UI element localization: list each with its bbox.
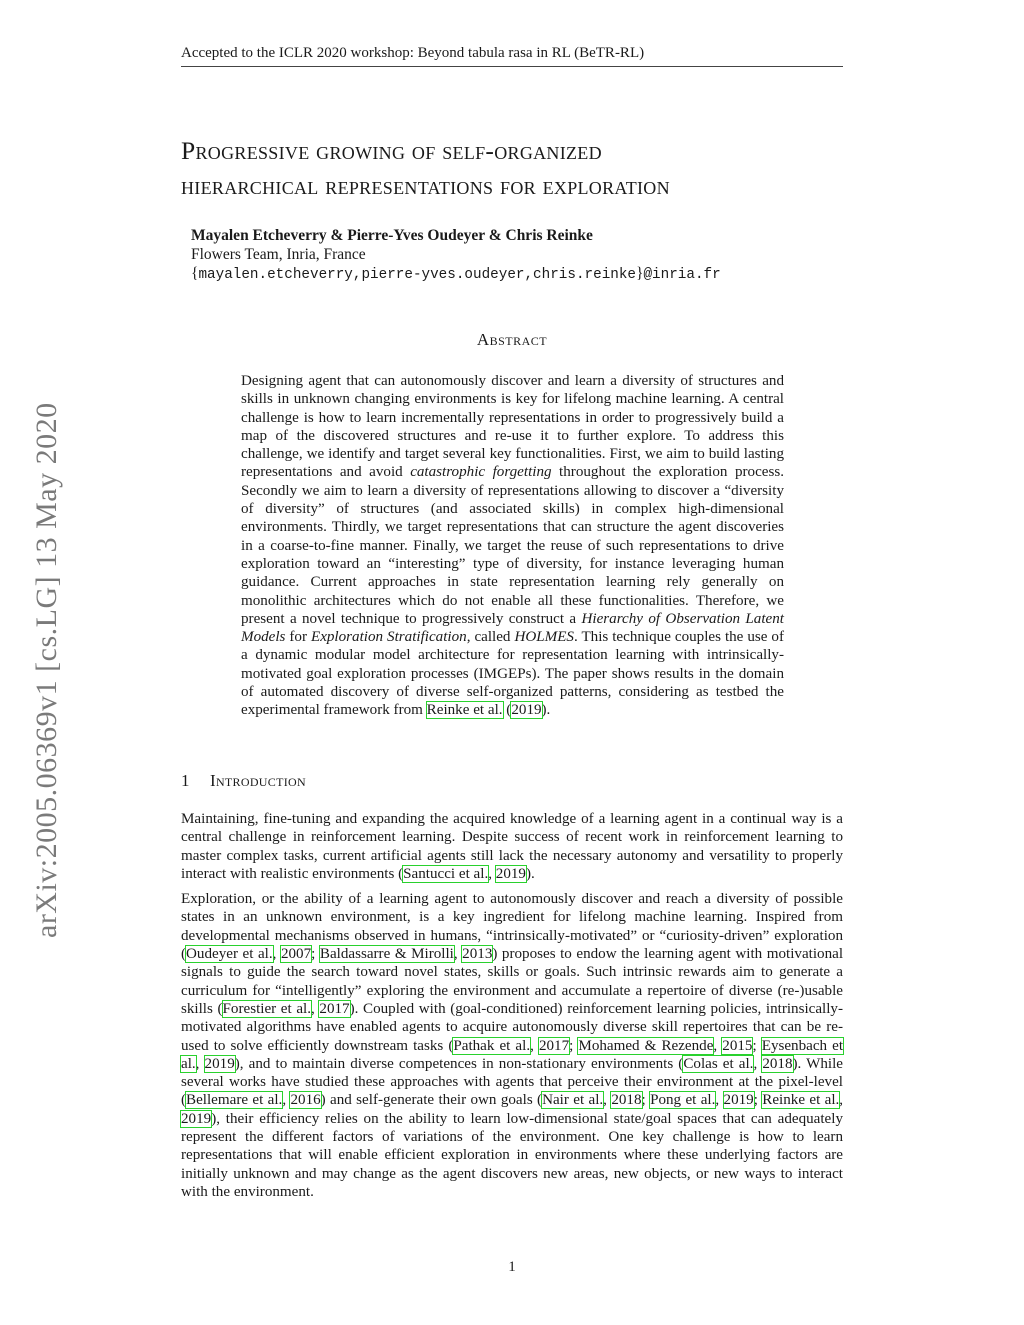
citation-link[interactable]: 2019 — [723, 1092, 754, 1109]
author-names: Mayalen Etcheverry & Pierre-Yves Oudeyer & Chris Reinke — [191, 227, 593, 244]
introduction-body — [181, 810, 843, 1208]
author-affiliation: Flowers Team, Inria, France — [191, 246, 366, 263]
citation-link[interactable]: 2018 — [762, 1055, 793, 1072]
citation-link[interactable]: Eysenbach et al. — [181, 1037, 844, 1072]
arxiv-identifier-stamp: arXiv:2005.06369v1 [cs.LG] 13 May 2020 — [30, 402, 63, 938]
abstract-heading: Abstract — [476, 330, 548, 349]
email-usernames: mayalen.etcheverry,pierre-yves.oudeyer,chris.reinke — [198, 267, 637, 283]
citation-link[interactable]: Pathak et al. — [453, 1037, 531, 1054]
citation-link[interactable]: 2007 — [280, 946, 312, 963]
citation-link[interactable]: 2015 — [722, 1037, 753, 1054]
citation-link[interactable]: 2019 — [495, 865, 526, 882]
citation-link[interactable]: 2018 — [611, 1092, 642, 1109]
email-domain: @inria.fr — [643, 267, 721, 283]
citation-link[interactable]: Pong et al. — [650, 1092, 716, 1109]
citation-link[interactable]: 2019 — [511, 702, 542, 719]
section-title: Introduction — [210, 771, 306, 790]
title-line-1: Progressive growing of self-organized — [181, 136, 602, 165]
paper-title — [181, 133, 881, 203]
citation-link[interactable]: Reinke et al. — [426, 702, 503, 719]
section-heading-introduction — [181, 771, 306, 791]
citation-link[interactable]: 2013 — [462, 946, 493, 963]
citation-link[interactable]: 2017 — [538, 1037, 570, 1054]
citation-link[interactable]: 2017 — [319, 1000, 350, 1017]
citation-link[interactable]: Mohamed & Rezende — [578, 1037, 714, 1054]
citation-link[interactable]: Reinke et al. — [762, 1092, 840, 1109]
author-block — [191, 226, 891, 285]
citation-link[interactable]: 2019 — [204, 1055, 235, 1072]
paragraph: Exploration, or the ability of a learning agent to autonomously discover and reach a diversity of possible states in an unknown environment, is a key ingredient for lifelong machine learning. Inspired from developmental mechanisms observed in humans, “intrinsically-motivated” or “curiosity-driven” exploration (Oudeyer et al., 2007; Baldassarre & Mirolli, 2013) proposes to endow the learning agent with motivational signals to guide the search toward novel states, skills or goals. Such intrinsic rewards aim to generate a curriculum for “intelligently” exploring the environment and accumulate a repertoire of diverse (re-)usable skills (Forestier et al., 2017). Coupled with (goal-conditioned) reinforcement learning policies, intrinsically-motivated algorithms have enabled agents to acquire autonomously diverse skill repertoires that can be re-used to solve efficiently downstream tasks (Pathak et al., 2017; Mohamed & Rezende, 2015; Eysenbach et al., 2019), and to maintain diverse competences in non-stationary environments (Colas et al., 2018). While several works have studied these approaches with agents that perceive their environment at the pixel-level (Bellemare et al., 2016) and self-generate their own goals (Nair et al., 2018; Pong et al., 2019; Reinke et al., 2019), their efficiency relies on the ability to learn low-dimensional state/goal spaces that can adequately represent the different factors of variations of the environment. One key challenge is how to learn representations that will enable efficient exploration in environments where these underlying factors are initially unknown and may change as the agent discovers new areas, new objects, or new ways to interact with the environment. — [181, 891, 844, 1200]
page-number: 1 — [508, 1259, 516, 1275]
paragraph: Maintaining, fine-tuning and expanding the acquired knowledge of a learning agent in a continual way is a central challenge in reinforcement learning. Despite success of recent work in reinforcement learning to master complex tasks, current artificial agents still lack the necessary autonomy and versatility to properly interact with realistic environments (Santucci et al., 2019). — [181, 811, 843, 882]
author-emails — [191, 264, 891, 285]
citation-link[interactable]: Bellemare et al. — [186, 1092, 283, 1109]
citation-link[interactable]: Colas et al. — [683, 1055, 754, 1072]
citation-link[interactable]: Nair et al. — [542, 1092, 604, 1109]
title-line-2: hierarchical representations for exploration — [181, 171, 670, 200]
citation-link[interactable]: 2019 — [181, 1110, 212, 1127]
section-number: 1 — [181, 771, 190, 790]
email-brace-close: } — [636, 265, 644, 282]
citation-link[interactable]: Baldassarre & Mirolli — [319, 946, 454, 963]
running-head: Accepted to the ICLR 2020 workshop: Beyond tabula rasa in RL (BeTR-RL) — [181, 44, 843, 67]
citation-link[interactable]: Forestier et al. — [222, 1000, 311, 1017]
citation-link[interactable]: 2016 — [290, 1092, 321, 1109]
citation-link[interactable]: Oudeyer et al. — [186, 946, 273, 963]
citation-link[interactable]: Santucci et al. — [403, 865, 489, 882]
email-brace-open: { — [191, 265, 199, 282]
abstract-body: Designing agent that can autonomously discover and learn a diversity of structures and skills in unknown changing environments is key for lifelong machine learning. A central challenge is how to learn incrementally representations in order to progressively build a map of the discovered structures and re-use it to further explore. To address this challenge, we identify and target several key functionalities. First, we aim to build lasting representations and avoid catastrophic forgetting throughout the exploration process. Secondly we aim to learn a diversity of representations allowing to discover a “diversity of diversity” of structures (and associated skills) in complex high-dimensional environments. Thirdly, we target representations that can structure the agent discoveries in a coarse-to-fine manner. Finally, we target the reuse of such representations to drive exploration toward an “interesting” type of diversity, for instance leveraging human guidance. Current approaches in state representation learning rely generally on monolithic architectures which do not enable all these functionalities. Therefore, we present a novel technique to progressively construct a Hierarchy of Observation Latent Models for Exploration Stratification, called HOLMES. This technique couples the use of a dynamic modular model architecture for representation learning with intrinsically-motivated goal exploration processes (IMGEPs). The paper shows results in the domain of automated discovery of diverse self-organized patterns, considering as testbed the experimental framework from Reinke et al. (2019). — [241, 373, 785, 719]
